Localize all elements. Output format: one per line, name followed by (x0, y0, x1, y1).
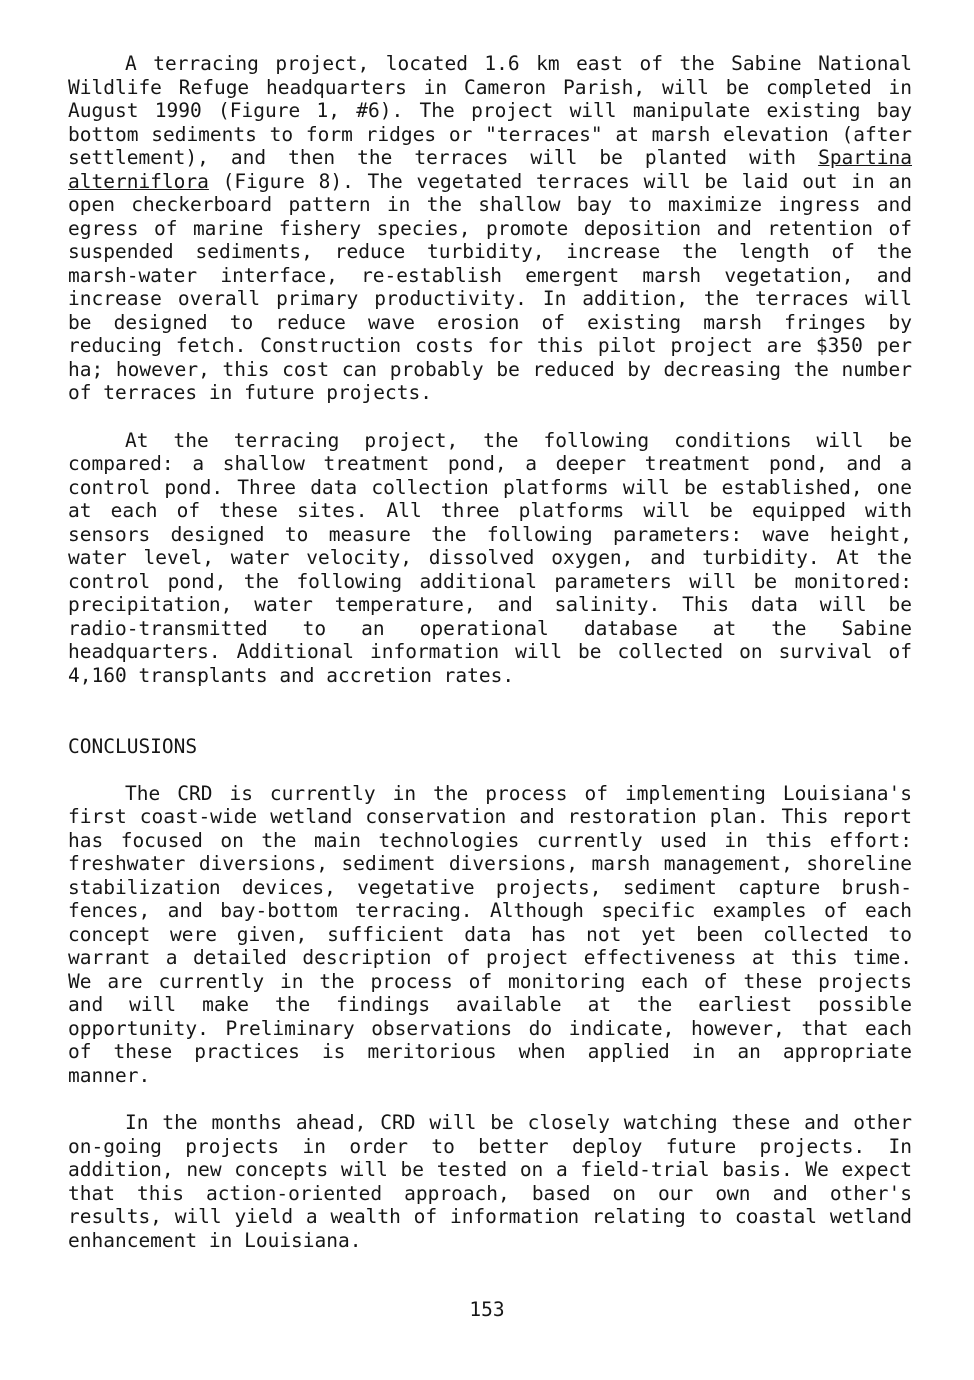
body-paragraph: At the terracing project, the following conditions will be compared: a shallow treatment pond, a deeper treatment pond, and a control pond. Three data collection platforms will be established, one at each of these sites. All three platforms will be equipped with sensors designed to measure the following parameters: wave height, water level, water velocity, dissolved oxygen, and turbidity. At the control pond, the following additional parameters will be monitored: precipitation, water temperature, and salinity. This data will be radio-transmitted to an operational database at the Sabine headquarters. Additional information will be collected on survival of 4,160 transplants and accretion rates. (68, 428, 912, 687)
paragraph-text: A terracing project, located 1.6 km east of the Sabine National Wildlife Refuge headquarters in Cameron Parish, will be completed in August 1990 (Figure 1, #6). The project will manipulate existing bay bottom sediments to form ridges or "terraces" at marsh elevation (after settlement), and then the terraces will be planted with (68, 52, 912, 169)
document-page (68, 52, 912, 1252)
species-name: Spartina alterniflora (68, 146, 912, 193)
page-number: 153 (469, 1298, 505, 1321)
body-paragraph (68, 52, 912, 405)
body-paragraph: In the months ahead, CRD will be closely watching these and other on-going projects in order to better deploy future projects. In addition, new concepts will be tested on a field-trial basis. We expect that this action-oriented approach, based on our own and other's results, will yield a wealth of information relating to coastal wetland enhancement in Louisiana. (68, 1111, 912, 1252)
section-heading: CONCLUSIONS (68, 735, 198, 758)
paragraph-text: (Figure 8). The vegetated terraces will be laid out in an open checkerboard pattern in the shallow bay to maximize ingress and egress of marine fishery species, promote deposition and retention of suspended sediments, reduce turbidity, increase the length of the marsh-water interface, re-establish emergent marsh vegetation, and increase overall primary productivity. In addition, the terraces will be designed to reduce wave erosion of existing marsh fringes by reducing fetch. Construction costs for this pilot project are $350 per ha; however, this cost can probably be reduced by decreasing the number of terraces in future projects. (68, 169, 912, 404)
body-paragraph: The CRD is currently in the process of implementing Louisiana's first coast-wide wetland conservation and restoration plan. This report has focused on the main technologies currently used in this effort: freshwater diversions, sediment diversions, marsh management, shoreline stabilization devices, vegetative projects, sediment capture brush-fences, and bay-bottom terracing. Although specific examples of each concept were given, sufficient data has not yet been collected to warrant a detailed description of project effectiveness at this time. We are currently in the process of monitoring each of these projects and will make the findings available at the earliest possible opportunity. Preliminary observations do indicate, however, that each of these practices is meritorious when applied in an appropriate manner. (68, 781, 912, 1087)
